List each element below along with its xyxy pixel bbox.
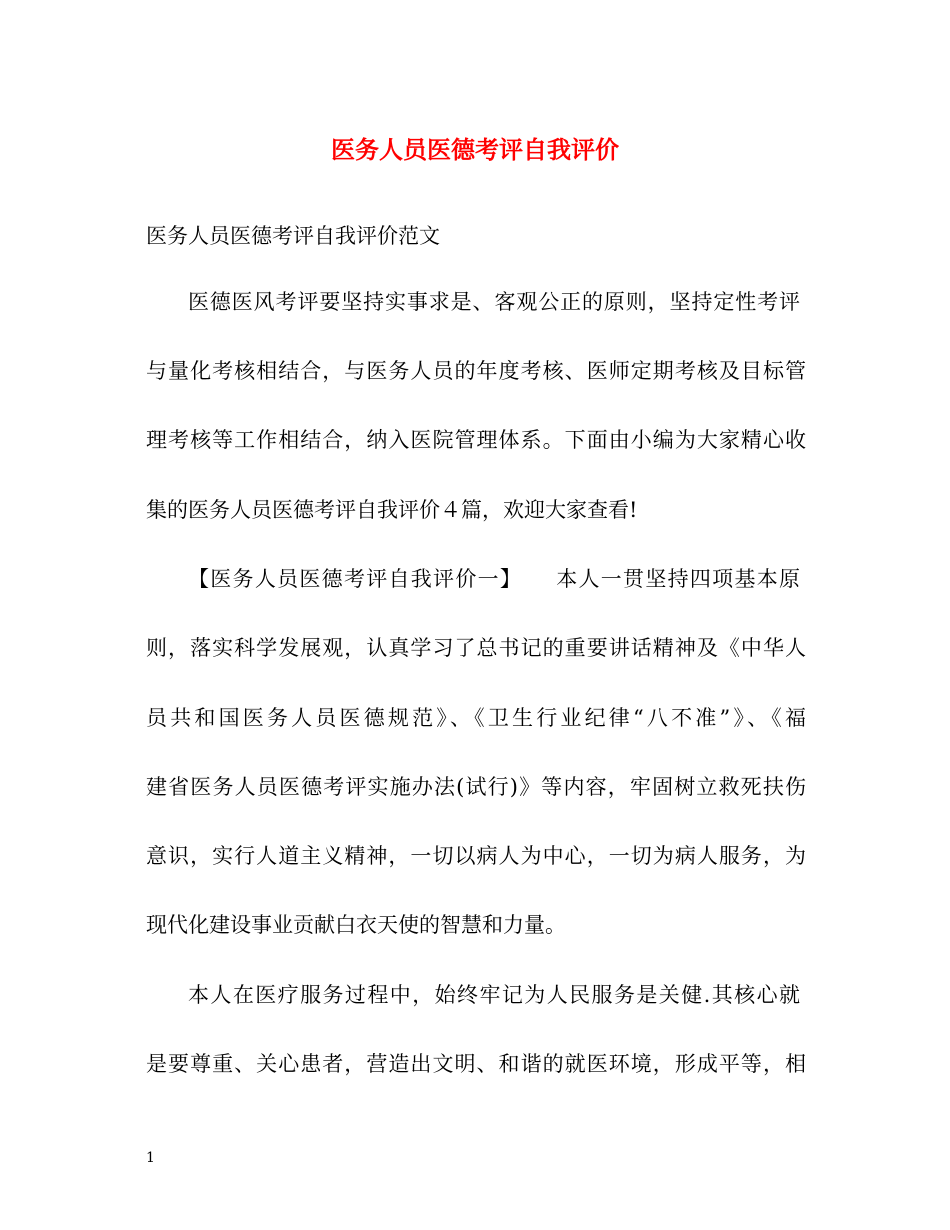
paragraph-line: 理考核等工作相结合，纳入医院管理体系。下面由小编为大家精心收	[146, 428, 806, 452]
paragraph-line: 员共和国医务人员医德规范》、《卫生行业纪律“八不准”》、《福	[146, 706, 806, 730]
paragraph-line: 集的医务人员医德考评自我评价４篇，欢迎大家查看!	[146, 498, 638, 522]
page-number: 1	[146, 1150, 155, 1166]
paragraph-line: 医德医风考评要坚持实事求是、客观公正的原则，坚持定性考评	[188, 290, 800, 314]
paragraph-line: 是要尊重、关心患者，营造出文明、和谐的就医环境，形成平等，相	[146, 1052, 806, 1076]
paragraph-line: 现代化建设事业贡献白衣天使的智慧和力量。	[146, 913, 566, 937]
document-title: 医务人员医德考评自我评价	[331, 135, 619, 164]
paragraph-line: 与量化考核相结合，与医务人员的年度考核、医师定期考核及目标管	[146, 359, 806, 383]
paragraph-line: 意识，实行人道主义精神，一切以病人为中心，一切为病人服务，为	[146, 844, 806, 868]
paragraph-line: 则，落实科学发展观，认真学习了总书记的重要讲话精神及《中华人	[146, 636, 806, 660]
paragraph-line: 本人在医疗服务过程中，始终牢记为人民服务是关健.其核心就	[188, 983, 800, 1007]
document-subtitle: 医务人员医德考评自我评价范文	[146, 224, 440, 248]
paragraph-line: 【医务人员医德考评自我评价一】 本人一贯坚持四项基本原	[188, 567, 800, 591]
paragraph-line: 建省医务人员医德考评实施办法(试行)》等内容，牢固树立救死扶伤	[146, 775, 806, 799]
